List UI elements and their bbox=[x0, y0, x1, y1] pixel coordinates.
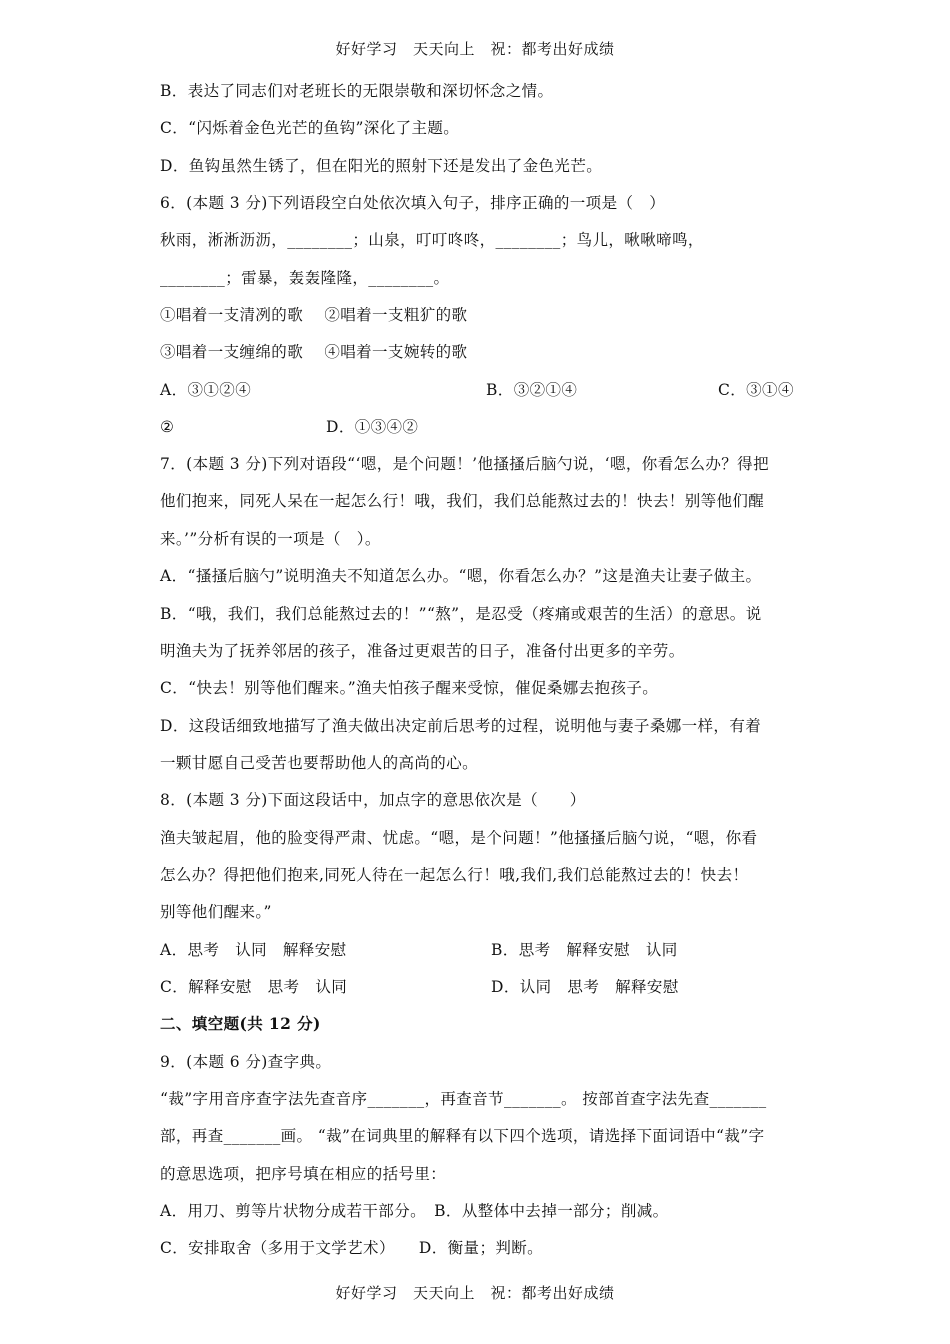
q8-passage-line-1: 渔夫皱起眉，他的脸变得严肃、忧虑。“嗯，是个问题！”他搔搔后脑勺说，“嗯，你看 bbox=[160, 829, 758, 847]
q9-text-line-3: 的意思选项，把序号填在相应的括号里： bbox=[160, 1165, 447, 1183]
q8-passage-line-2: 怎么办？得把他们抱来,同死人待在一起怎么行！哦,我们,我们总能熬过去的！快去！ bbox=[160, 866, 749, 884]
q6-option-c: C．③①④ bbox=[718, 381, 794, 399]
q7-option-b-line-1: B．“哦，我们，我们总能熬过去的！”“熬”，是忍受（疼痛或艰苦的生活）的意思。说 bbox=[160, 605, 762, 623]
q8-passage-line-3: 别等他们醒来。” bbox=[160, 903, 272, 921]
q7-option-d-line-1: D．这段话细致地描写了渔夫做出决定前后思考的过程，说明他与妻子桑娜一样，有着 bbox=[160, 717, 762, 735]
q6-option-c-wrap: ② bbox=[160, 418, 175, 436]
q8-option-c: C．解释安慰 思考 认同 bbox=[160, 978, 348, 996]
q6-passage-line-1: 秋雨，淅淅沥沥，________；山泉，叮叮咚咚，________；鸟儿，啾啾啼鸣， bbox=[160, 231, 704, 249]
q7-option-b-line-2: 明渔夫为了抚养邻居的孩子，准备过更艰苦的日子，准备付出更多的辛劳。 bbox=[160, 642, 685, 660]
q6-option-b: B．③②①④ bbox=[486, 381, 578, 399]
q5-option-c: C．“闪烁着金色光芒的鱼钩”深化了主题。 bbox=[160, 119, 460, 137]
q9-options-line-1: A．用刀、剪等片状物分成若干部分。 B．从整体中去掉一部分；削减。 bbox=[160, 1202, 669, 1220]
q6-passage-line-2: ________；雷暴，轰轰隆隆，________。 bbox=[160, 269, 450, 287]
q8-stem: 8．(本题 3 分)下面这段话中，加点字的意思依次是（ ） bbox=[160, 791, 586, 809]
q9-options-line-2: C．安排取舍（多用于文学艺术） D．衡量；判断。 bbox=[160, 1239, 544, 1257]
q7-option-a: A．“搔搔后脑勺”说明渔夫不知道怎么办。“嗯，你看怎么办？”这是渔夫让妻子做主。 bbox=[160, 567, 762, 585]
q6-option-d: D．①③④② bbox=[326, 418, 419, 436]
q6-option-a: A．③①②④ bbox=[160, 381, 252, 399]
q6-choices-line-1: ①唱着一支清冽的歌 ②唱着一支粗犷的歌 bbox=[160, 306, 468, 324]
q5-option-d: D．鱼钩虽然生锈了，但在阳光的照射下还是发出了金色光芒。 bbox=[160, 157, 603, 175]
q9-text-line-1: “裁”字用音序查字法先查音序_______，再查音节_______。 按部首查字法先查_______ bbox=[160, 1090, 767, 1108]
page-header: 好好学习 天天向上 祝：都考出好成绩 bbox=[335, 40, 615, 58]
q9-stem: 9．(本题 6 分)查字典。 bbox=[160, 1053, 332, 1071]
q8-option-b: B．思考 解释安慰 认同 bbox=[491, 941, 678, 959]
q7-option-c: C．“快去！别等他们醒来。”渔夫怕孩子醒来受惊，催促桑娜去抱孩子。 bbox=[160, 679, 659, 697]
q7-stem-line-1: 7．(本题 3 分)下列对语段“‘嗯，是个问题！’他搔搔后脑勺说，‘嗯，你看怎么办？得把 bbox=[160, 455, 769, 473]
q9-text-line-2: 部，再查_______画。 “裁”在词典里的解释有以下四个选项，请选择下面词语中“裁”字 bbox=[160, 1127, 765, 1145]
q7-stem-line-3: 来。’”分析有误的一项是（ ）。 bbox=[160, 530, 381, 548]
section-title-fill-in: 二、填空题(共 12 分) bbox=[160, 1014, 321, 1033]
q6-choices-line-2: ③唱着一支缠绵的歌 ④唱着一支婉转的歌 bbox=[160, 343, 468, 361]
page-footer: 好好学习 天天向上 祝：都考出好成绩 bbox=[335, 1284, 615, 1302]
q5-option-b: B．表达了同志们对老班长的无限崇敬和深切怀念之情。 bbox=[160, 82, 554, 100]
q7-option-d-line-2: 一颗甘愿自己受苦也要帮助他人的高尚的心。 bbox=[160, 754, 479, 772]
q7-stem-line-2: 他们抱来，同死人呆在一起怎么行！哦，我们，我们总能熬过去的！快去！别等他们醒 bbox=[160, 492, 765, 510]
q6-stem: 6．(本题 3 分)下列语段空白处依次填入句子，排序正确的一项是（ ） bbox=[160, 194, 666, 212]
q8-option-d: D．认同 思考 解释安慰 bbox=[491, 978, 679, 996]
q8-option-a: A．思考 认同 解释安慰 bbox=[160, 941, 347, 959]
